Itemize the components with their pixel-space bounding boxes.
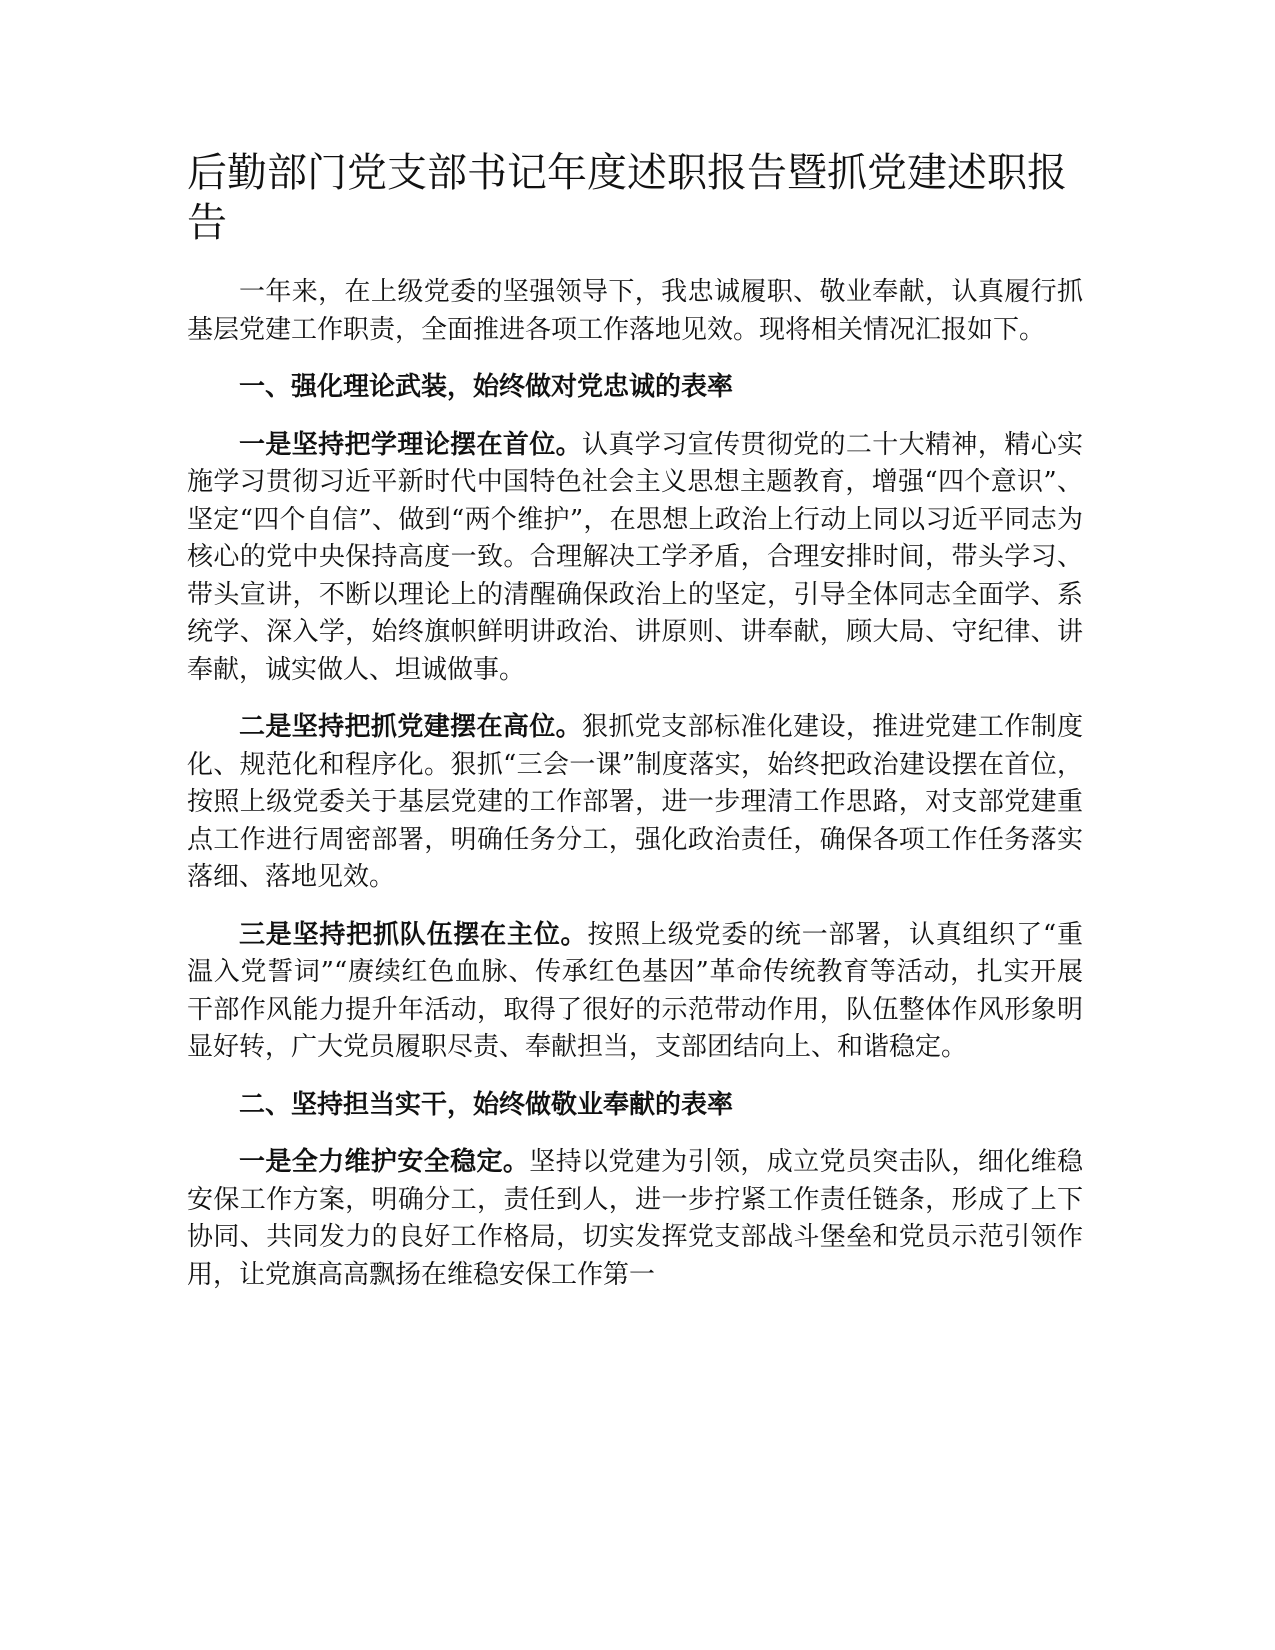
paragraph-body: 认真学习宣传贯彻党的二十大精神，精心实施学习贯彻习近平新时代中国特色社会主义思想主题教育，增强“四个意识”、坚定“四个自信”、做到“两个维护”，在思想上政治上行动上同以习近平同志为核心的党中央保持高度一致。合理解决工学矛盾，合理安排时间，带头学习、带头宣讲，不断以理论上的清醒确保政治上的坚定，引导全体同志全面学、系统学、深入学，始终旗帜鲜明讲政治、讲原则、讲奉献，顾大局、守纪律、讲奉献，诚实做人、坦诚做事。: [187, 429, 1083, 685]
paragraph-lead: 一是全力维护安全稳定。: [239, 1147, 530, 1177]
section-1-heading: 一、强化理论武装，始终做对党忠诚的表率: [239, 372, 734, 402]
section-1-paragraph-2: [187, 709, 1083, 897]
paragraph-body: 坚持以党建为引领，成立党员突击队，细化维稳安保工作方案，明确分工，责任到人，进一步拧紧工作责任链条，形成了上下协同、共同发力的良好工作格局，切实发挥党支部战斗堡垒和党员示范引领作用，让党旗高高飘扬在维稳安保工作第一: [187, 1147, 1083, 1290]
paragraph-body: 按照上级党委的统一部署，认真组织了“重温入党誓词”“赓续红色血脉、传承红色基因”革命传统教育等活动，扎实开展干部作风能力提升年活动，取得了很好的示范带动作用，队伍整体作风形象明显好转，广大党员履职尽责、奉献担当，支部团结向上、和谐稳定。: [187, 919, 1083, 1062]
paragraph-lead: 一是坚持把学理论摆在首位。: [239, 429, 583, 460]
section-1-paragraph-3: [187, 917, 1083, 1067]
section-1-paragraph-1: [187, 427, 1083, 690]
document-body: [187, 148, 1083, 1314]
section-2-heading: 二、坚持担当实干，始终做敬业奉献的表率: [239, 1089, 734, 1120]
paragraph-body: 狠抓党支部标准化建设，推进党建工作制度化、规范化和程序化。狠抓“三会一课”制度落实，始终把政治建设摆在首位，按照上级党委关于基层党建的工作部署，进一步理清工作思路，对支部党建重点工作进行周密部署，明确任务分工，强化政治责任，确保各项工作任务落实落细、落地见效。: [187, 712, 1083, 892]
intro-paragraph: 一年来，在上级党委的坚强领导下，我忠诚履职、敬业奉献，认真履行抓基层党建工作职责，全面推进各项工作落地见效。现将相关情况汇报如下。: [187, 277, 1083, 345]
document-title: 后勤部门党支部书记年度述职报告暨抓党建述职报告: [187, 150, 1067, 246]
paragraph-lead: 二是坚持把抓党建摆在高位。: [239, 712, 583, 742]
paragraph-lead: 三是坚持把抓队伍摆在主位。: [239, 919, 588, 950]
section-2-paragraph-1: [187, 1144, 1083, 1294]
